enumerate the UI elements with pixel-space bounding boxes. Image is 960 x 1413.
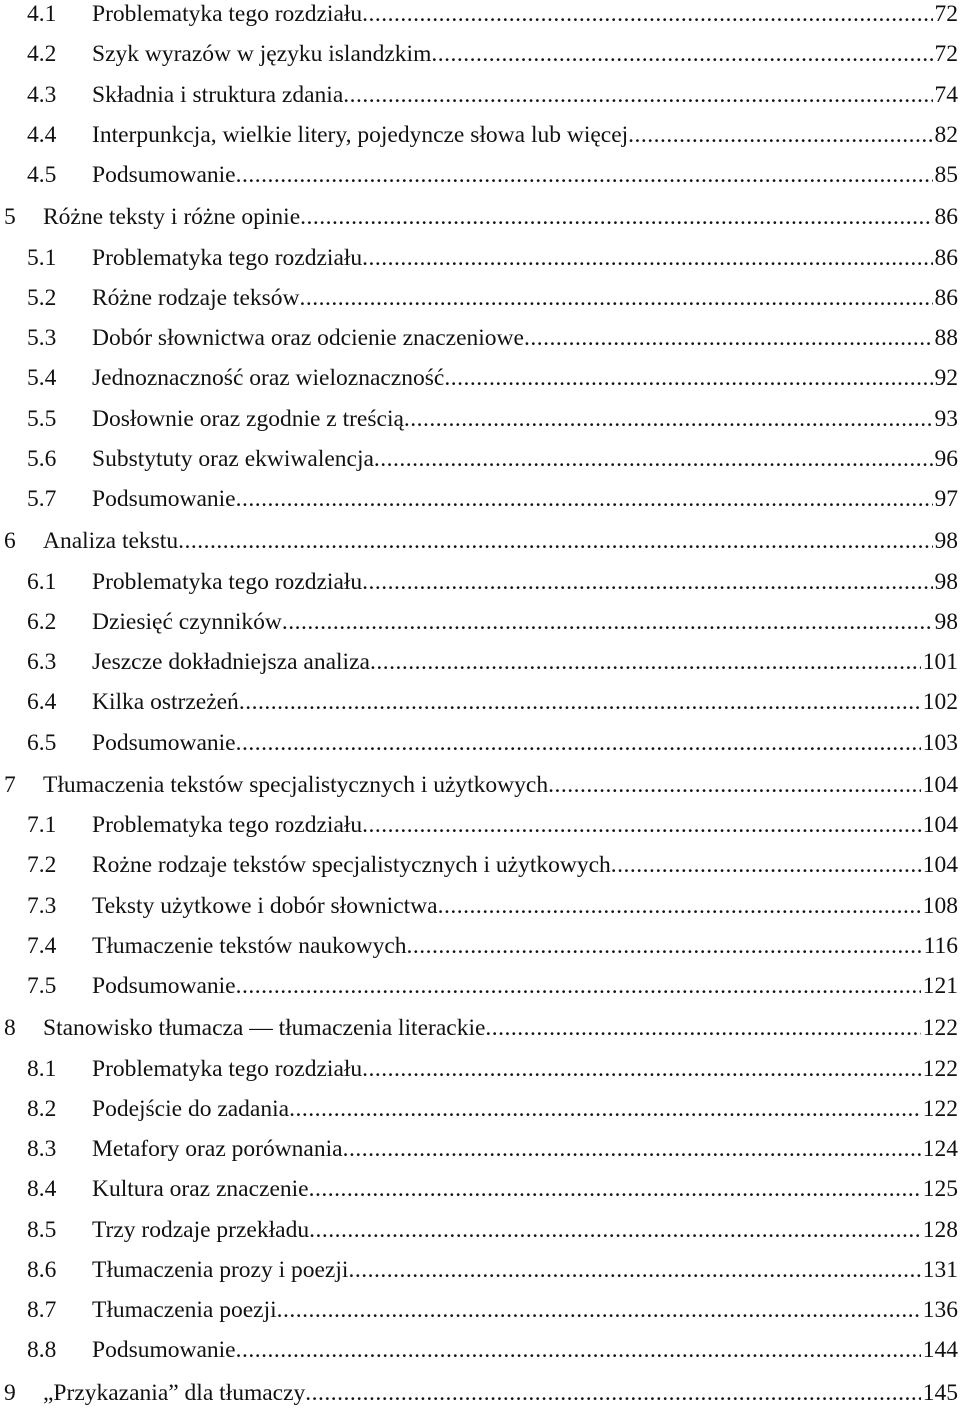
toc-entry-page-number: 98 — [934, 528, 958, 554]
toc-entry-page-number: 98 — [934, 569, 958, 595]
toc-dot-leader — [362, 562, 932, 602]
toc-entry-title: Podsumowanie — [92, 1337, 236, 1363]
toc-section-entry[interactable] — [0, 238, 960, 278]
toc-entry-number: 5.4 — [27, 365, 57, 391]
toc-chapter-entry[interactable] — [0, 197, 960, 237]
toc-entry-title: Tłumaczenia poezji — [92, 1297, 277, 1323]
toc-dot-leader — [438, 886, 921, 926]
toc-entry-page-number: 103 — [922, 730, 958, 756]
toc-entry-line — [92, 602, 958, 642]
toc-entry-page-number: 128 — [922, 1217, 958, 1243]
toc-entry-title: Podejście do zadania — [92, 1096, 290, 1122]
toc-entry-title: Różne teksty i różne opinie — [43, 204, 301, 230]
toc-dot-leader — [407, 926, 922, 966]
toc-dot-leader — [239, 682, 921, 722]
toc-section-entry[interactable] — [0, 1089, 960, 1129]
toc-section-entry[interactable] — [0, 845, 960, 885]
toc-entry-title: Problematyka tego rozdziału — [92, 812, 363, 838]
toc-section-entry[interactable] — [0, 602, 960, 642]
toc-entry-page-number: 121 — [922, 973, 958, 999]
toc-section-entry[interactable] — [0, 1169, 960, 1209]
toc-section-entry[interactable] — [0, 34, 960, 74]
toc-entry-page-number: 72 — [934, 1, 958, 27]
toc-entry-number: 8.3 — [27, 1136, 57, 1162]
toc-section-entry[interactable] — [0, 1290, 960, 1330]
toc-entry-page-number: 85 — [934, 162, 958, 188]
toc-entry-page-number: 104 — [922, 772, 958, 798]
toc-entry-line — [92, 238, 958, 278]
toc-dot-leader — [611, 845, 921, 885]
toc-entry-title: Podsumowanie — [92, 973, 236, 999]
toc-dot-leader — [444, 358, 932, 398]
toc-dot-leader — [309, 1210, 921, 1250]
toc-entry-title: Jednoznaczność oraz wieloznaczność — [92, 365, 445, 391]
toc-entry-number: 8.5 — [27, 1217, 57, 1243]
toc-entry-line — [92, 1169, 958, 1209]
toc-entry-number: 8.7 — [27, 1297, 57, 1323]
toc-entry-title: Analiza tekstu — [43, 528, 179, 554]
toc-entry-page-number: 92 — [934, 365, 958, 391]
toc-entry-title: Teksty użytkowe i dobór słownictwa — [92, 893, 438, 919]
toc-entry-number: 7.4 — [27, 933, 57, 959]
toc-entry-title: Kilka ostrzeżeń — [92, 689, 239, 715]
toc-entry-title: Podsumowanie — [92, 730, 236, 756]
toc-entry-page-number: 102 — [922, 689, 958, 715]
toc-section-entry[interactable] — [0, 155, 960, 195]
toc-entry-title: Podsumowanie — [92, 486, 236, 512]
toc-entry-number: 8.4 — [27, 1176, 57, 1202]
toc-entry-page-number: 131 — [922, 1257, 958, 1283]
toc-dot-leader — [300, 278, 933, 318]
toc-entry-number: 8.8 — [27, 1337, 57, 1363]
toc-entry-line — [92, 926, 958, 966]
toc-section-entry[interactable] — [0, 1049, 960, 1089]
toc-entry-line — [43, 1008, 958, 1048]
toc-dot-leader — [524, 318, 933, 358]
toc-entry-number: 5 — [4, 204, 16, 230]
toc-entry-number: 5.6 — [27, 446, 57, 472]
toc-entry-number: 5.5 — [27, 406, 57, 432]
toc-entry-line — [92, 278, 958, 318]
toc-entry-page-number: 122 — [922, 1056, 958, 1082]
toc-entry-line — [43, 1373, 958, 1413]
toc-entry-page-number: 136 — [922, 1297, 958, 1323]
toc-dot-leader — [343, 75, 932, 115]
toc-entry-line — [92, 805, 958, 845]
toc-entry-page-number: 124 — [922, 1136, 958, 1162]
toc-entry-page-number: 98 — [934, 609, 958, 635]
toc-entry-page-number: 86 — [934, 204, 958, 230]
toc-section-entry[interactable] — [0, 682, 960, 722]
toc-dot-leader — [362, 805, 921, 845]
toc-section-entry[interactable] — [0, 1129, 960, 1169]
toc-dot-leader — [282, 602, 933, 642]
toc-entry-line — [92, 845, 958, 885]
toc-entry-number: 7 — [4, 772, 16, 798]
toc-entry-page-number: 86 — [934, 285, 958, 311]
toc-section-entry[interactable] — [0, 805, 960, 845]
toc-entry-line — [92, 115, 958, 155]
toc-entry-title: Problematyka tego rozdziału — [92, 245, 363, 271]
toc-section-entry[interactable] — [0, 479, 960, 519]
toc-entry-line — [92, 1330, 958, 1370]
toc-entry-title: Podsumowanie — [92, 162, 236, 188]
toc-entry-number: 8.2 — [27, 1096, 57, 1122]
toc-dot-leader — [178, 521, 932, 561]
toc-entry-number: 4.4 — [27, 122, 57, 148]
toc-dot-leader — [300, 197, 932, 237]
toc-entry-page-number: 104 — [922, 812, 958, 838]
toc-entry-line — [43, 765, 958, 805]
toc-entry-line — [92, 562, 958, 602]
toc-section-entry[interactable] — [0, 278, 960, 318]
toc-entry-number: 6.4 — [27, 689, 57, 715]
toc-entry-line — [43, 197, 958, 237]
toc-entry-title: Dziesięć czynników — [92, 609, 282, 635]
toc-entry-number: 7.2 — [27, 852, 57, 878]
toc-entry-number: 4.1 — [27, 1, 57, 27]
toc-entry-number: 7.1 — [27, 812, 57, 838]
toc-entry-title: Dobór słownictwa oraz odcienie znaczeniowe — [92, 325, 524, 351]
toc-entry-title: Problematyka tego rozdziału — [92, 1, 363, 27]
toc-section-entry[interactable] — [0, 562, 960, 602]
toc-dot-leader — [628, 115, 932, 155]
toc-entry-page-number: 101 — [922, 649, 958, 675]
toc-entry-number: 5.3 — [27, 325, 57, 351]
toc-entry-page-number: 97 — [934, 486, 958, 512]
toc-entry-number: 5.1 — [27, 245, 57, 271]
toc-entry-page-number: 125 — [922, 1176, 958, 1202]
toc-entry-number: 4.2 — [27, 41, 57, 67]
toc-section-entry[interactable] — [0, 1250, 960, 1290]
toc-entry-number: 4.3 — [27, 82, 57, 108]
toc-dot-leader — [236, 966, 921, 1006]
toc-entry-page-number: 88 — [934, 325, 958, 351]
toc-entry-title: Metafory oraz porównania — [92, 1136, 343, 1162]
toc-dot-leader — [236, 479, 933, 519]
toc-chapter-entry[interactable] — [0, 1373, 960, 1413]
toc-entry-title: Tłumaczenie tekstów naukowych — [92, 933, 407, 959]
toc-dot-leader — [374, 439, 933, 479]
toc-section-entry[interactable] — [0, 0, 960, 34]
toc-entry-line — [92, 318, 958, 358]
toc-entry-title: Kultura oraz znaczenie — [92, 1176, 309, 1202]
toc-entry-page-number: 116 — [923, 933, 958, 959]
toc-section-entry[interactable] — [0, 1330, 960, 1370]
toc-entry-line — [43, 521, 958, 561]
toc-entry-number: 5.2 — [27, 285, 57, 311]
toc-dot-leader — [343, 1129, 921, 1169]
toc-entry-line — [92, 34, 958, 74]
toc-section-entry[interactable] — [0, 1210, 960, 1250]
toc-entry-number: 6.3 — [27, 649, 57, 675]
toc-chapter-entry[interactable] — [0, 1008, 960, 1048]
toc-entry-number: 6.2 — [27, 609, 57, 635]
toc-entry-title: Różne rodzaje teksów — [92, 285, 300, 311]
toc-section-entry[interactable] — [0, 966, 960, 1006]
toc-entry-page-number: 86 — [934, 245, 958, 271]
toc-entry-page-number: 122 — [922, 1096, 958, 1122]
toc-entry-line — [92, 886, 958, 926]
toc-entry-page-number: 108 — [922, 893, 958, 919]
toc-entry-title: Jeszcze dokładniejsza analiza — [92, 649, 370, 675]
toc-dot-leader — [404, 399, 933, 439]
toc-entry-number: 9 — [4, 1380, 16, 1406]
toc-dot-leader — [236, 1330, 921, 1370]
toc-entry-number: 4.5 — [27, 162, 57, 188]
toc-entry-number: 6 — [4, 528, 16, 554]
toc-entry-title: Dosłownie oraz zgodnie z treścią — [92, 406, 404, 432]
toc-entry-page-number: 145 — [922, 1380, 958, 1406]
toc-dot-leader — [236, 155, 933, 195]
toc-dot-leader — [362, 0, 932, 34]
toc-dot-leader — [289, 1089, 921, 1129]
toc-entry-line — [92, 1049, 958, 1089]
toc-entry-line — [92, 0, 958, 34]
toc-entry-number: 8.1 — [27, 1056, 57, 1082]
toc-section-entry[interactable] — [0, 115, 960, 155]
toc-entry-line — [92, 1129, 958, 1169]
toc-section-entry[interactable] — [0, 75, 960, 115]
toc-entry-title: Problematyka tego rozdziału — [92, 569, 363, 595]
toc-dot-leader — [548, 765, 921, 805]
toc-entry-title: Tłumaczenia tekstów specjalistycznych i użytkowych — [43, 772, 549, 798]
toc-entry-line — [92, 399, 958, 439]
toc-entry-line — [92, 723, 958, 763]
toc-entry-number: 5.7 — [27, 486, 57, 512]
toc-dot-leader — [348, 1250, 920, 1290]
toc-section-entry[interactable] — [0, 318, 960, 358]
toc-entry-title: Stanowisko tłumacza — tłumaczenia literackie — [43, 1015, 486, 1041]
toc-chapter-entry[interactable] — [0, 765, 960, 805]
toc-entry-line — [92, 75, 958, 115]
toc-entry-page-number: 144 — [922, 1337, 958, 1363]
toc-dot-leader — [370, 642, 921, 682]
toc-entry-title: Substytuty oraz ekwiwalencja — [92, 446, 374, 472]
toc-entry-line — [92, 966, 958, 1006]
toc-dot-leader — [236, 723, 921, 763]
toc-entry-title: Interpunkcja, wielkie litery, pojedyncze słowa lub więcej — [92, 122, 629, 148]
toc-entry-number: 7.3 — [27, 893, 57, 919]
toc-chapter-entry[interactable] — [0, 521, 960, 561]
toc-entry-page-number: 96 — [934, 446, 958, 472]
toc-entry-title: Problematyka tego rozdziału — [92, 1056, 363, 1082]
toc-entry-line — [92, 682, 958, 722]
toc-entry-title: „Przykazania” dla tłumaczy — [43, 1380, 306, 1406]
toc-dot-leader — [305, 1373, 920, 1413]
toc-entry-title: Tłumaczenia prozy i poezji — [92, 1257, 349, 1283]
toc-dot-leader — [431, 34, 932, 74]
toc-entry-line — [92, 1210, 958, 1250]
toc-entry-title: Rożne rodzaje tekstów specjalistycznych i użytkowych — [92, 852, 611, 878]
toc-entry-number: 8 — [4, 1015, 16, 1041]
toc-entry-number: 8.6 — [27, 1257, 57, 1283]
toc-entry-line — [92, 155, 958, 195]
toc-section-entry[interactable] — [0, 723, 960, 763]
toc-entry-line — [92, 642, 958, 682]
toc-dot-leader — [277, 1290, 921, 1330]
toc-entry-page-number: 72 — [934, 41, 958, 67]
toc-entry-page-number: 93 — [934, 406, 958, 432]
toc-entry-page-number: 74 — [934, 82, 958, 108]
toc-entry-page-number: 104 — [922, 852, 958, 878]
toc-entry-number: 6.5 — [27, 730, 57, 756]
toc-dot-leader — [362, 1049, 921, 1089]
toc-entry-line — [92, 439, 958, 479]
toc-entry-page-number: 82 — [934, 122, 958, 148]
toc-dot-leader — [362, 238, 932, 278]
toc-entry-line — [92, 358, 958, 398]
toc-section-entry[interactable] — [0, 886, 960, 926]
toc-section-entry[interactable] — [0, 358, 960, 398]
toc-entry-line — [92, 479, 958, 519]
toc-entry-line — [92, 1250, 958, 1290]
toc-section-entry[interactable] — [0, 439, 960, 479]
toc-entry-title: Trzy rodzaje przekładu — [92, 1217, 310, 1243]
toc-section-entry[interactable] — [0, 642, 960, 682]
toc-entry-page-number: 122 — [922, 1015, 958, 1041]
toc-entry-number: 6.1 — [27, 569, 57, 595]
toc-entry-line — [92, 1089, 958, 1129]
toc-entry-title: Składnia i struktura zdania — [92, 82, 344, 108]
toc-entry-title: Szyk wyrazów w języku islandzkim — [92, 41, 432, 67]
toc-dot-leader — [309, 1169, 921, 1209]
toc-entry-number: 7.5 — [27, 973, 57, 999]
toc-section-entry[interactable] — [0, 926, 960, 966]
toc-dot-leader — [485, 1008, 920, 1048]
toc-entry-line — [92, 1290, 958, 1330]
toc-section-entry[interactable] — [0, 399, 960, 439]
